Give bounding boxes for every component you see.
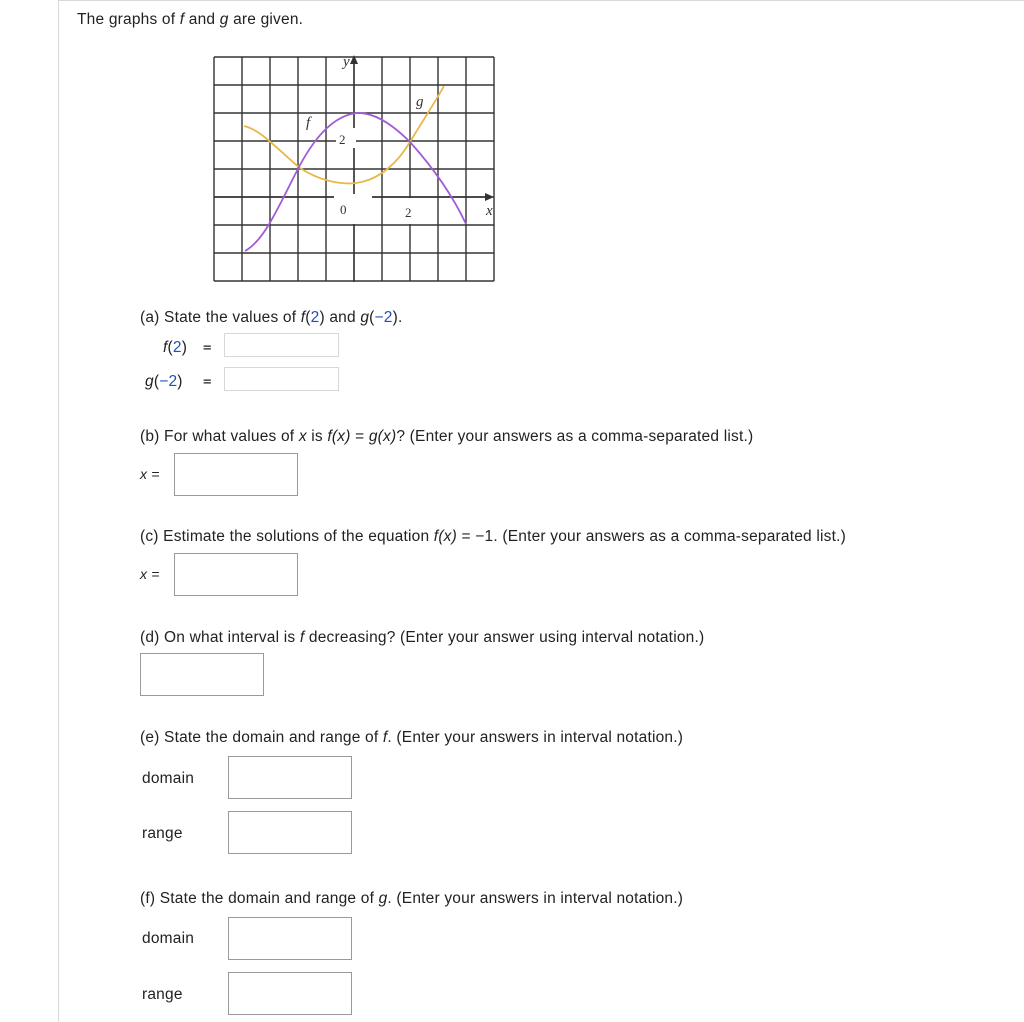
part-a-close2: ). <box>392 309 403 326</box>
intro-text-b: and <box>184 11 220 28</box>
part-f-range-input[interactable] <box>228 972 352 1015</box>
part-f-range-label: range <box>142 986 183 1003</box>
x-axis-label: x <box>486 203 493 219</box>
gm2-label <box>145 373 183 391</box>
part-b-eq: = <box>350 428 369 445</box>
part-a-and: and <box>324 309 361 326</box>
part-c-prompt <box>140 528 846 546</box>
f-curve-label: f <box>306 115 311 131</box>
part-b-input[interactable] <box>174 453 298 496</box>
part-a-arg2: −2 <box>374 309 393 326</box>
intro-f: f <box>179 11 185 28</box>
f2-input[interactable] <box>224 333 339 357</box>
f2-label <box>163 339 187 357</box>
part-b-f: f <box>327 428 332 445</box>
part-b-lead: (b) For what values of <box>140 428 299 445</box>
part-e-range-input[interactable] <box>228 811 352 854</box>
f2-label-f: f <box>163 339 168 356</box>
part-e-domain-label: domain <box>142 770 195 787</box>
part-b-is: is <box>306 428 328 445</box>
part-a-prompt <box>140 309 402 327</box>
part-b-fx: (x) <box>331 428 351 445</box>
part-e-tail: . (Enter your answers in interval notation.) <box>387 729 684 746</box>
x-axis-arrow-icon <box>485 193 494 201</box>
part-f-prompt <box>140 890 683 908</box>
part-b-prompt <box>140 428 753 446</box>
part-b-x-label: x = <box>140 466 160 482</box>
part-c-lead: (c) Estimate the solutions of the equation <box>140 528 434 545</box>
origin-label: 0 <box>340 202 347 217</box>
part-c-f: f <box>433 528 439 545</box>
part-d-tail: decreasing? (Enter your answer using interval notation.) <box>304 629 705 646</box>
gm2-equals: = <box>203 374 212 390</box>
part-a-f: f <box>300 309 306 326</box>
part-c-fx: (x) <box>438 528 457 545</box>
part-c-tail: . (Enter your answers as a comma-separated list.) <box>493 528 846 545</box>
part-e-range-label: range <box>142 825 183 842</box>
part-b-x: x <box>298 428 307 445</box>
intro-g: g <box>219 11 229 28</box>
part-b-g: g <box>368 428 378 445</box>
part-a-g: g <box>360 309 370 326</box>
part-f-g: g <box>378 890 388 907</box>
intro-text-c: are given. <box>228 11 304 28</box>
part-b-tail: ? (Enter your answers as a comma-separated list.) <box>396 428 754 445</box>
part-c-x-label: x = <box>140 566 160 582</box>
f2-label-arg: 2 <box>172 339 182 356</box>
graph-figure <box>0 0 1024 300</box>
gm2-label-close: ) <box>177 373 183 390</box>
y-tick-label: 2 <box>339 132 346 147</box>
part-c-eq: = <box>457 528 476 545</box>
g-curve-label: g <box>416 94 424 110</box>
part-f-domain-input[interactable] <box>228 917 352 960</box>
f2-label-open: ( <box>167 339 173 356</box>
f2-equals: = <box>203 340 212 356</box>
gm2-label-arg: −2 <box>159 373 178 390</box>
y-axis-label: y <box>343 54 350 70</box>
part-c-input[interactable] <box>174 553 298 596</box>
part-a-open2: ( <box>369 309 375 326</box>
gm2-label-g: g <box>145 373 154 390</box>
intro-text-a: The graphs of <box>77 11 180 28</box>
part-d-input[interactable] <box>140 653 264 696</box>
part-f-lead: (f) State the domain and range of <box>140 890 379 907</box>
part-f-domain-label: domain <box>142 930 195 947</box>
gm2-input[interactable] <box>224 367 339 391</box>
part-d-lead: (d) On what interval is <box>140 629 300 646</box>
part-a-lead: (a) State the values of <box>140 309 301 326</box>
part-a-close1: ) <box>319 309 325 326</box>
part-e-lead: (e) State the domain and range of <box>140 729 383 746</box>
part-d-f: f <box>299 629 305 646</box>
part-f-tail: . (Enter your answers in interval notation.) <box>387 890 684 907</box>
part-a-open1: ( <box>305 309 311 326</box>
part-e-f: f <box>382 729 388 746</box>
x-tick-label: 2 <box>405 205 412 220</box>
part-e-prompt <box>140 729 683 747</box>
part-e-domain-input[interactable] <box>228 756 352 799</box>
part-b-gx: (x) <box>377 428 397 445</box>
part-c-rhs: −1 <box>475 528 494 545</box>
part-d-prompt <box>140 629 704 647</box>
f2-label-close: ) <box>181 339 188 356</box>
gm2-label-open: ( <box>153 373 160 390</box>
part-a-arg1: 2 <box>310 309 320 326</box>
